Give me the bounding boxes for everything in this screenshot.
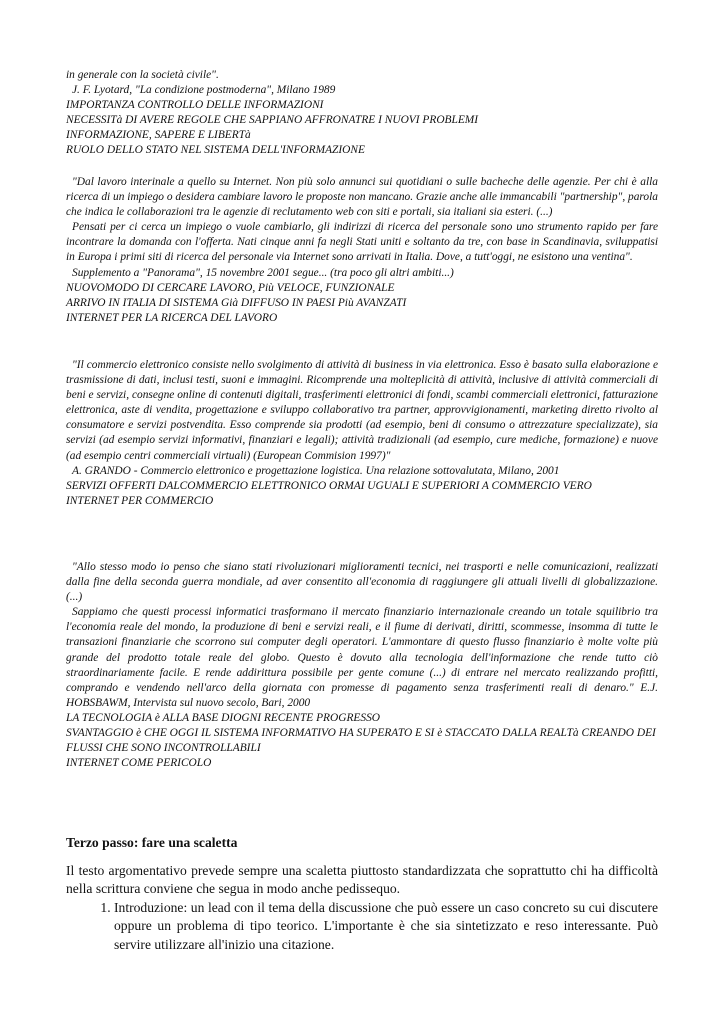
outline-item: 1. Introduzione: un lead con il tema della discussione che può essere un caso concreto su cui discutere oppure un problema di tipo teorico. L'importante è che sia sintetizzato e reso interessante. Può servire utilizzare all'inizio una citazione.	[114, 899, 658, 954]
note-line: NECESSITà DI AVERE REGOLE CHE SAPPIANO AFFRONATRE I NUOVI PROBLEMI	[66, 114, 479, 127]
commercio-quote-block	[66, 358, 658, 509]
quote-source: J. F. Lyotard, "La condizione postmoderna", Milano 1989	[72, 84, 336, 97]
note-line: NUOVOMODO DI CERCARE LAVORO, Più VELOCE, FUNZIONALE	[66, 281, 395, 294]
outline-list	[66, 899, 658, 954]
note-line: SERVIZI OFFERTI DALCOMMERCIO ELETTRONICO ORMAI UGUALI E SUPERIORI A COMMERCIO VERO	[66, 479, 592, 492]
note-line: INTERNET PER LA RICERCA DEL LAVORO	[66, 311, 278, 324]
quote-source: A. GRANDO - Commercio elettronico e progettazione logistica. Una relazione sottovalutata, Milano, 2001	[72, 464, 560, 477]
note-line: IMPORTANZA CONTROLLO DELLE INFORMAZIONI	[66, 99, 324, 112]
lavoro-quote-block	[66, 175, 658, 326]
quote-ending: in generale con la società civile".	[66, 69, 219, 81]
section-heading: Terzo passo: fare una scaletta	[66, 835, 238, 850]
note-line: ARRIVO IN ITALIA DI SISTEMA Già DIFFUSO IN PAESI Più AVANZATI	[66, 296, 407, 309]
intro-paragraph: Il testo argomentativo prevede sempre una scaletta piuttosto standardizzata che soprattutto chi ha difficoltà nella scrittura conviene che segua in modo anche pedissequo.	[66, 863, 658, 897]
note-line: INFORMAZIONE, SAPERE E LIBERTà	[66, 129, 251, 142]
section-body	[66, 862, 658, 954]
note-line: INTERNET COME PERICOLO	[66, 757, 212, 770]
quote-paragraph: "Dal lavoro interinale a quello su Internet. Non più solo annunci sui quotidiani o sulle bacheche delle agenzie. Per chi è alla ricerca di un impiego o desidera cambiare lavoro le proposte non mancano. Grazie anche alle immancabili "partnership", parola che indica le collaborazioni tra le agenzie di reclutamento web con siti e portali, sia italiani sia esteri. (...)	[66, 176, 658, 219]
section-block	[66, 834, 658, 852]
quote-paragraph: Sappiamo che questi processi informatici trasformano il mercato finanziario internazionale creando un totale squilibrio tra l'economia reale del mondo, la produzione di beni e servizi reali, e il fiume di derivati, diritti, scommesse, insomma di tutte le transazioni finanziarie che scorrono sui computer degli operatori. L'ammontare di questo flusso finanziario è molte volte più grande del prodotto totale reale del globo. Questo è dovuto alla tecnologia dell'informazione che rende tutto ciò straordinariamente facile. E rende addirittura possibile per gente comune (...) di entrare nel mercato realizzando profitti, comprando e vendendo nell'arco della giornata con promesse di pagamento senza trasferimenti reali di denaro." E.J. HOBSBAWM, Intervista sul nuovo secolo, Bari, 2000	[66, 606, 658, 709]
quote-paragraph: Pensati per ci cerca un impiego o vuole cambiarlo, gli indirizzi di ricerca del personale sono uno strumento rapido per fare incontrare la domanda con l'offerta. Nati cinque anni fa negli Stati uniti e soltanto da tre, con base in Scandinavia, sviluppatisi in Europa i primi siti di ricerca del personale via Internet sono arrivati in Italia. Dove, a tutt'oggi, ne esistono una ventina".	[66, 221, 658, 264]
note-line: RUOLO DELLO STATO NEL SISTEMA DELL'INFORMAZIONE	[66, 144, 365, 157]
lyotard-quote-block	[66, 68, 658, 159]
quote-paragraph: "Il commercio elettronico consiste nello svolgimento di attività di business in via elettronica. Esso è basato sulla elaborazione e trasmissione di dati, inclusi testi, suoni e immagini. Ricomprende una molteplicità di attività, inclusive di attività commerciali di beni e servizi, consegne online di contenuti digitali, trasferimenti elettronici di fondi, scambi commerciali elettronici, fatturazione elettronica, aste di vendita, progettazione e sviluppo collaborativo tra partner, approvvigionamenti, marketing diretto rivolto al consumatore e servizi postvendita. Esso comprende sia prodotti (ad esempio, beni di consumo o attrezzature specializzate), sia servizi (ad esempio servizi informativi, finanziari e legali); attività tradizionali (ad esempio, cure mediche, formazione) e nuove (ad esempio centri commerciali virtuali) (European Commision 1997)"	[66, 359, 658, 462]
note-line: LA TECNOLOGIA è ALLA BASE DIOGNI RECENTE PROGRESSO	[66, 711, 380, 724]
hobsbawm-quote-block	[66, 560, 658, 771]
quote-source: Supplemento a "Panorama", 15 novembre 2001 segue... (tra poco gli altri ambiti...)	[72, 266, 454, 279]
note-line: INTERNET PER COMMERCIO	[66, 494, 214, 507]
note-line: SVANTAGGIO è CHE OGGI IL SISTEMA INFORMATIVO HA SUPERATO E SI è STACCATO DALLA REALTà CREANDO DEI FLUSSI CHE SONO INCONTROLLABILI	[66, 727, 656, 755]
quote-paragraph: "Allo stesso modo io penso che siano stati rivoluzionari miglioramenti tecnici, nei trasporti e nelle comunicazioni, realizzati dalla fine della seconda guerra mondiale, ad aver consentito all'economia di raggiungere gli attuali livelli di globalizzazione. (...)	[66, 561, 658, 604]
